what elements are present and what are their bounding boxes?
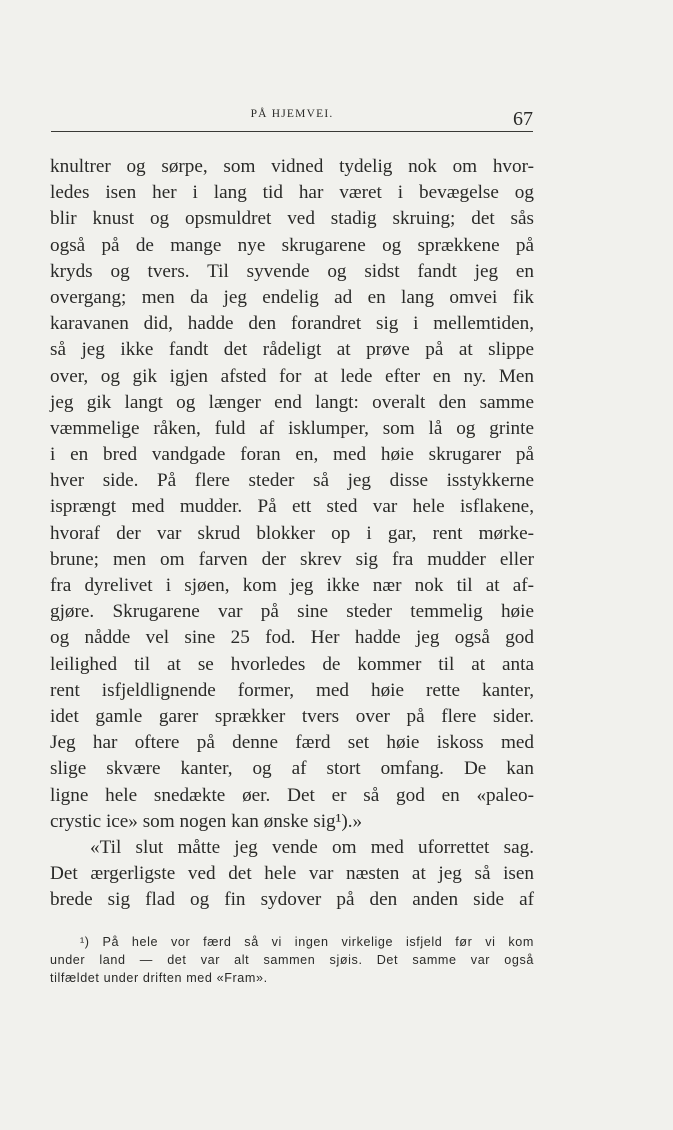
text-line: i en bred vandgade foran en, med høie skrugarer på	[50, 444, 534, 466]
footnote	[50, 933, 534, 987]
text-line: jeg gik langt og længer end langt: overalt den samme	[50, 391, 534, 413]
text-line: Det ærgerligste ved det hele var næsten at jeg så isen	[50, 863, 534, 885]
text-line: og nådde vel sine 25 fod. Her hadde jeg også god	[50, 627, 534, 649]
page-header	[51, 104, 533, 130]
text-line: isprængt med mudder. På ett sted var hele isflakene,	[50, 496, 534, 518]
text-line: brune; men om farven der skrev sig fra mudder eller	[50, 548, 534, 570]
text-line: gjøre. Skrugarene var på sine steder temmelig høie	[50, 601, 534, 623]
text-line: karavanen did, hadde den forandret sig i mellemtiden,	[50, 313, 534, 335]
text-line: ledes isen her i lang tid har været i bevægelse og	[50, 182, 534, 204]
footnote-line: tilfældet under driften med «Fram».	[50, 971, 268, 985]
text-line: hver side. På flere steder så jeg disse isstykkerne	[50, 470, 534, 492]
text-line: blir knust og opsmuldret ved stadig skruing; det sås	[50, 208, 534, 230]
text-line: idet gamle garer sprækker tvers over på flere sider.	[50, 705, 534, 727]
text-line: ligne hele snedækte øer. Det er så god en «paleo-	[50, 784, 534, 806]
text-line: også på de mange nye skrugarene og sprækkene på	[50, 234, 534, 256]
footnote-line: ¹) På hele vor færd så vi ingen virkelige isfjeld før vi kom	[80, 935, 534, 949]
text-line: crystic ice» som nogen kan ønske sig¹).»	[50, 810, 363, 832]
header-rule	[51, 131, 533, 132]
text-line: rent isfjeldlignende former, med høie rette kanter,	[50, 679, 534, 701]
text-line: knultrer og sørpe, som vidned tydelig nok om hvor-	[50, 156, 534, 177]
text-line: leilighed til at se hvorledes de kommer til at anta	[50, 653, 534, 675]
footnote-line: under land — det var alt sammen sjøis. Det samme var også	[50, 953, 534, 967]
text-line: overgang; men da jeg endelig ad en lang omvei fik	[50, 286, 534, 308]
page-number: 67	[513, 108, 533, 130]
text-line: fra dyrelivet i sjøen, kom jeg ikke nær nok til at af-	[50, 575, 534, 596]
running-title: PÅ HJEMVEI.	[250, 108, 334, 120]
body-text	[50, 154, 534, 913]
text-line: kryds og tvers. Til syvende og sidst fandt jeg en	[50, 260, 534, 282]
text-line: brede sig flad og fin sydover på den anden side af	[50, 889, 534, 911]
text-line: væmmelige råken, fuld af isklumper, som lå og grinte	[50, 417, 534, 439]
text-line: hvoraf der var skrud blokker op i gar, rent mørke-	[50, 522, 534, 544]
text-line: Jeg har oftere på denne færd set høie iskoss med	[50, 732, 534, 754]
text-line: over, og gik igjen afsted for at lede efter en ny. Men	[50, 365, 534, 387]
text-line: slige skvære kanter, og af stort omfang. De kan	[50, 758, 534, 780]
text-line: «Til slut måtte jeg vende om med uforrettet sag.	[90, 836, 534, 858]
text-line: så jeg ikke fandt det rådeligt at prøve på at slippe	[50, 339, 534, 361]
